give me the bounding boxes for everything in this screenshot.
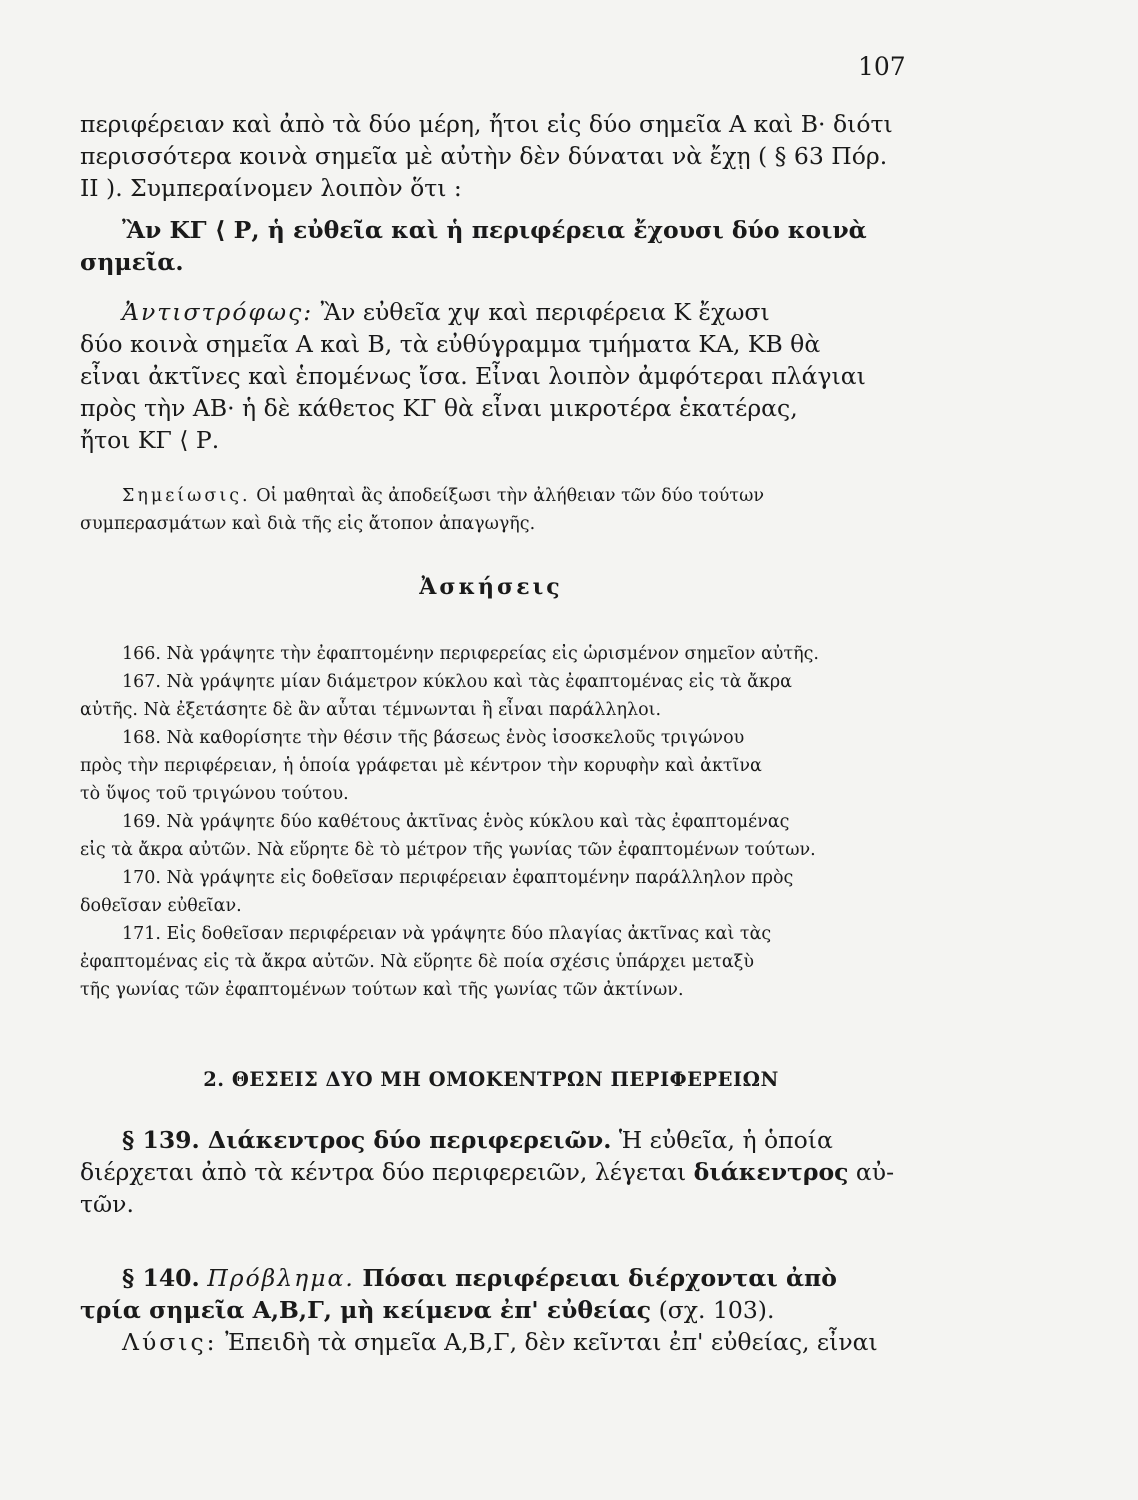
text-line: πρὸς τὴν περιφέρειαν, ἡ ὁποία γράφεται μὲ κέντρον τὴν κορυφὴν καὶ ἀκτῖνα [80, 756, 762, 776]
section-140-title-cont: τρία σημεῖα Α,Β,Γ, μὴ κείμενα ἐπ' εὐθείας [80, 1296, 652, 1324]
converse-text: Ἂν εὐθεῖα χψ καὶ περιφέρεια Κ ἔχωσι [320, 298, 770, 326]
text-line: ἐφαπτομένας εἰς τὰ ἄκρα αὐτῶν. Νὰ εὕρητε δὲ ποία σχέσις ὑπάρχει μεταξὺ [80, 952, 754, 972]
section-140-label: Πρόβλημα. [207, 1264, 355, 1292]
text-line: εἶναι ἀκτῖνες καὶ ἑπομένως ἴσα. Εἶναι λοιπὸν ἀμφότεραι πλάγιαι [80, 362, 866, 390]
section-title: 2. ΘΕΣΕΙΣ ΔΥΟ ΜΗ ΟΜΟΚΕΝΤΡΩΝ ΠΕΡΙΦΕΡΕΙΩΝ [203, 1068, 779, 1091]
text-line: συμπερασμάτων καὶ διὰ τῆς εἰς ἄτοπον ἀπαγωγῆς. [80, 514, 536, 534]
exercise-item [80, 864, 902, 920]
exercise-item [80, 640, 902, 668]
text-line: 171. Εἰς δοθεῖσαν περιφέρειαν νὰ γράψητε δύο πλαγίας ἀκτῖνας καὶ τὰς [122, 924, 772, 944]
text-line: τῶν. [80, 1190, 134, 1218]
section-139 [80, 1124, 902, 1220]
text-line: 169. Νὰ γράψητε δύο καθέτους ἀκτῖνας ἑνὸς κύκλου καὶ τὰς ἐφαπτομένας [122, 812, 790, 832]
text-line: Ἂν ΚΓ ⟨ Ρ, ἡ εὐθεῖα καὶ ἡ περιφέρεια ἔχουσι δύο κοινὰ [122, 216, 867, 244]
exercise-item [80, 724, 902, 808]
theorem-statement [80, 214, 902, 278]
solution-text: Ἐπειδὴ τὰ σημεῖα Α,Β,Γ, δὲν κεῖνται ἐπ' εὐθείας, εἶναι [225, 1328, 878, 1356]
exercise-item [80, 668, 902, 724]
text-line [80, 482, 902, 510]
text-line: 168. Νὰ καθορίσητε τὴν θέσιν τῆς βάσεως ἑνὸς ἰσοσκελοῦς τριγώνου [122, 728, 745, 748]
text-span: αὐ- [848, 1158, 895, 1186]
note-paragraph [80, 482, 902, 538]
text-line: τῆς γωνίας τῶν ἐφαπτομένων τούτων καὶ τῆς γωνίας τῶν ἀκτίνων. [80, 980, 684, 1000]
text-line: δύο κοινὰ σημεῖα Α καὶ Β, τὰ εὐθύγραμμα τμήματα ΚΑ, ΚΒ θὰ [80, 330, 821, 358]
section-139-text: Ἡ εὐθεῖα, ἡ ὁποία [618, 1126, 833, 1154]
text-line [80, 296, 902, 328]
note-label: Σημείωσις. [122, 486, 251, 506]
section-140-title: Πόσαι περιφέρειαι διέρχονται ἀπὸ [362, 1264, 837, 1292]
solution-label: Λύσις: [122, 1328, 218, 1356]
text-line: περιφέρειαν καὶ ἀπὸ τὰ δύο μέρη, ἤτοι εἰς δύο σημεῖα Α καὶ Β· διότι [80, 110, 893, 138]
converse-paragraph [80, 296, 902, 456]
text-line: ἤτοι ΚΓ ⟨ Ρ. [80, 426, 220, 454]
converse-label: Ἀντιστρόφως: [122, 298, 314, 326]
text-line [80, 1326, 902, 1358]
text-line: σημεῖα. [80, 248, 184, 276]
text-line: 167. Νὰ γράψητε μίαν διάμετρον κύκλου καὶ τὰς ἐφαπτομένας εἰς τὰ ἄκρα [122, 672, 792, 692]
text-line: δοθεῖσαν εὐθεῖαν. [80, 896, 242, 916]
note-text: Οἱ μαθηταὶ ἂς ἀποδείξωσι τὴν ἀλήθειαν τῶν δύο τούτων [256, 486, 764, 506]
text-line: εἰς τὰ ἄκρα αὐτῶν. Νὰ εὕρητε δὲ τὸ μέτρον τῆς γωνίας τῶν ἐφαπτομένων τούτων. [80, 840, 816, 860]
section-139-label: § 139. Διάκεντρος δύο περιφερειῶν. [122, 1126, 612, 1154]
text-line: πρὸς τὴν ΑΒ· ἡ δὲ κάθετος ΚΓ θὰ εἶναι μικροτέρα ἑκατέρας, [80, 394, 798, 422]
text-line [80, 1156, 902, 1188]
exercise-item [80, 808, 902, 864]
text-line [80, 1124, 902, 1156]
intro-paragraph [80, 108, 902, 204]
text-line [80, 1294, 902, 1326]
text-line: περισσότερα κοινὰ σημεῖα μὲ αὐτὴν δὲν δύναται νὰ ἔχῃ ( § 63 Πόρ. [80, 142, 888, 170]
text-line: 170. Νὰ γράψητε εἰς δοθεῖσαν περιφέρειαν ἐφαπτομένην παράλληλον πρὸς [122, 868, 794, 888]
text-line [80, 1262, 902, 1294]
section-140-number: § 140. [122, 1264, 200, 1292]
exercise-list [80, 640, 902, 1004]
exercises-heading: Ἀσκήσεις [419, 574, 563, 600]
text-span: διέρχεται ἀπὸ τὰ κέντρα δύο περιφερειῶν, λέγεται [80, 1158, 694, 1186]
exercise-item [80, 920, 902, 1004]
figure-ref: (σχ. 103). [651, 1296, 775, 1324]
text-line: 166. Νὰ γράψητε τὴν ἐφαπτομένην περιφερείας εἰς ὡρισμένον σημεῖον αὐτῆς. [122, 644, 819, 664]
text-line: τὸ ὕψος τοῦ τριγώνου τούτου. [80, 784, 349, 804]
text-line: II ). Συμπεραίνομεν λοιπὸν ὅτι : [80, 174, 462, 202]
section-140 [80, 1262, 902, 1358]
text-line: αὐτῆς. Νὰ ἐξετάσητε δὲ ἂν αὗται τέμνωνται ἢ εἶναι παράλληλοι. [80, 700, 662, 720]
term-diakentros: διάκεντρος [693, 1158, 849, 1186]
page-number: 107 [858, 52, 906, 81]
